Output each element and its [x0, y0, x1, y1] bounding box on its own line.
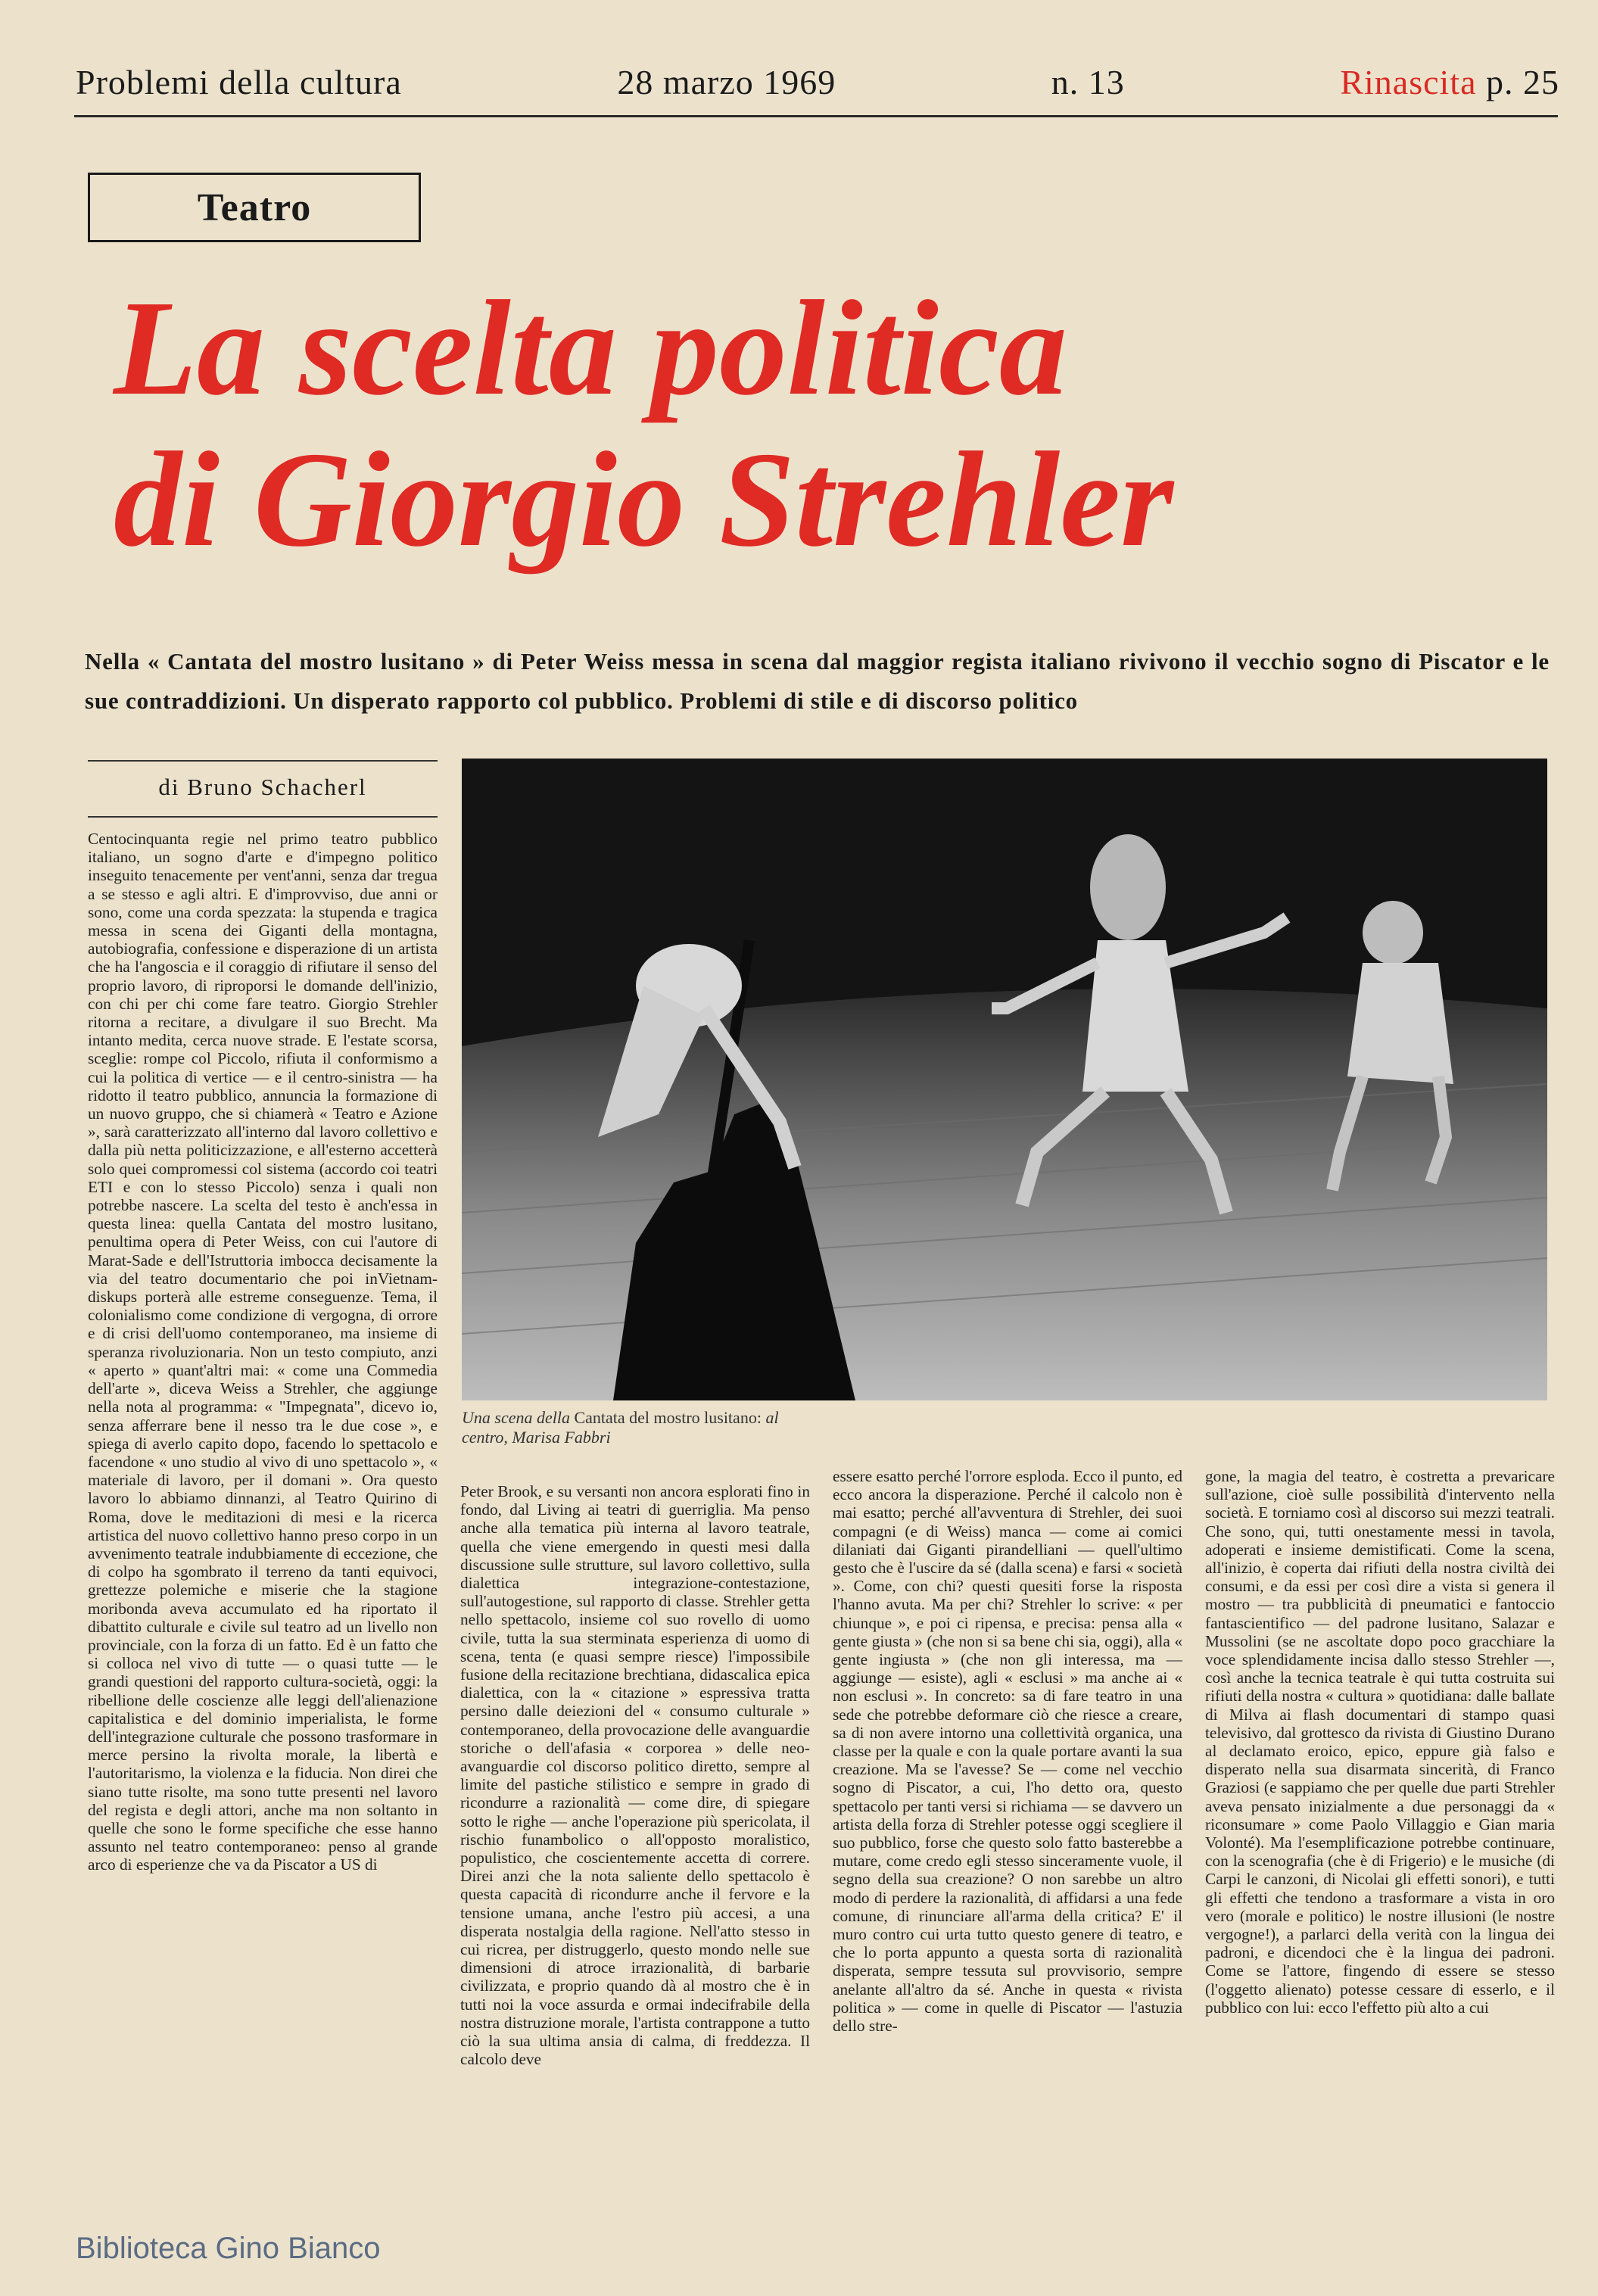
article-column-1: Centocinquanta regie nel primo teatro pubblico italiano, un sogno d'arte e d'impegno politico inseguito tenacemente per vent'anni, senza dar tregua a se stesso e agli altri. E d'improvviso, due anni or sono, come una corda spezzata: la stupenda e tragica messa in scena dei Giganti della montagna, autobiografia, confessione e disperazione di un artista che ha l'angoscia e il coraggio di rifiutare il senso del proprio lavoro, di riproporsi le domande dell'inizio, con chi per chi come fare teatro. Giorgio Strehler ritorna a recitare, a divulgare il suo Brecht. Ma intanto medita, cerca nuove strade. E l'estate scorsa, sceglie: rompe col Piccolo, rifiuta il conformismo a cui la politica di vertice — e il centro-sinistra — ha ridotto il teatro pubblico, annuncia la formazione di un nuovo gruppo, che si chiamerà « Teatro e Azione », sarà caratterizzato all'interno dal lavoro collettivo e dalla più netta politicizzazione, e all'esterno accetterà solo quei compromessi col sistema (accordo coi teatri ETI e con lo stesso Piccolo) senza i quali non potrebbe nascere. La scelta del testo è anch'essa in questa linea: quella Cantata del mostro lusitano, penultima opera di Peter Weiss, con cui l'autore di Marat-Sade e dell'Istruttoria imbocca decisamente la via del teatro documentario che poi inVietnam-diskups porterà alle estreme conseguenze. Tema, il colonialismo come condizione di vergogna, di orrore e di crisi dell'uomo contemporaneo, ma insieme di speranza rivoluzionaria. Non un testo compiuto, anzi « aperto » quant'altri mai: « come una Commedia dell'arte », diceva Weiss a Strehler, che aggiunge nella nota al programma: « "Impegnata", dicevo io, senza afferrare bene il nesso tra le due cose », e spiega di averlo capito dopo, facendo lo spettacolo e facendone « uno studio al vivo di uno spettacolo », « materiale di lavoro, per il domani ». Ora questo lavoro lo abbiamo dinnanzi, al Teatro Quirino di Roma, dove le meditazioni di mesi e la ricerca artistica del nuovo collettivo hanno preso corpo in un avvenimento teatrale indubbiamente di eccezione, che di colpo ha sgombrato il terreno da tanti equivoci, grettezze polemiche e miserie che la stagione moribonda aveva accumulato ed ha riportato il dibattito culturale e civile sul teatro ad un livello non provinciale, con la forza di un fatto. Ed è un fatto che si colloca nel vivo di tutte — o quasi tutte — le grandi questioni del rapporto cultura-società, oggi: la ribellione delle coscienze alle leggi dell'alienazione capitalistica e del dominio imperialista, le forme dell'integrazione culturale che possono trasformare in merce persino la rivolta morale, la libertà e l'autoritarismo, la violenza e la fiducia. Non direi che siano tutte risolte, ma sono tutte presenti nel lavoro del regista e degli attori, anche ma non soltanto in quelle che sono le forme specifiche che esse hanno assunto nel teatro contemporaneo: penso al grande arco di esperienze che va da Piscator a US di — [88, 830, 438, 1874]
library-watermark: Biblioteca Gino Bianco — [76, 2232, 381, 2265]
photo-caption-italic-2: al centro, Marisa Fabbri — [462, 1408, 779, 1447]
header-divider — [74, 115, 1558, 117]
headline-line-2: di Giorgio Strehler — [114, 424, 1174, 575]
header-magazine-name: Rinascita — [1340, 63, 1477, 101]
header-date: 28 marzo 1969 — [617, 63, 836, 101]
article-column-3: essere esatto perché l'orrore esploda. Ecco il punto, ed ecco ancora la disperazione. Perché il calcolo non è mai esatto; perché all'avventura di Strehler, dei suoi compagni (e di Weiss) manca — come ai comici dilaniati dai Giganti pirandelliani — quell'ultimo gesto che è l'uscire da sé (dalla scena) e farsi « società ». Come, con chi? questi quesiti forse la risposta l'hanno avuta. Ma per chi? Strehler lo scrive: « per chiunque », e poi ci ripensa, e precisa: pensa alla « gente giusta » (che non si sa bene chi sia, oggi), alla « gente ingiusta » (che non gli interessa, ma — aggiunge — esiste), agli « esclusi » ma anche ai « non esclusi ». In concreto: sa di fare teatro in una sede che potrebbe deformare ciò che riesce a creare, sa di non avere intorno una collettività organica, una classe per la quale e con la quale portare avanti la sua creazione. Ma se l'avesse? Se — come nel vecchio sogno di Piscator, a cui, l'ho detto ora, questo spettacolo per tanti versi si richiama — se davvero un artista della forza di Strehler potesse oggi scegliere il suo pubblico, forse che questo solo fatto basterebbe a mutare, come credo egli stesso sinceramente vuole, il segno della sua creazione? O non sarebbe un altro modo di perdere la razionalità, di affidarsi a una fede comune, di rinunciare all'arma della critica? E' il muro contro cui urta tutto questo genere di teatro, e che lo porta appunto a questa sorta di razionalità disperata, sempre tessuta sul provvisorio, sempre anelante all'altro da sé. Anche in questa « rivista politica » — come in quelle di Piscator — l'astuzia dello stre- — [833, 1467, 1182, 2036]
byline-divider-bottom — [88, 816, 438, 818]
article-column-4: gone, la magia del teatro, è costretta a prevaricare sull'azione, cioè sulle possibilità d'intervento nella società. E torniamo così al discorso sui mezzi teatrali. Che sono, qui, tutti onestamente messi in tavola, adoperati e insieme demistificati. Come la scena, all'inizio, è coperta dai rifiuti della nostra civiltà dei consumi, e da essi per così dire a vista si genera il mostro — tra pubblicità di pneumatici e fantoccio fantascientifico — del padrone lusitano, Salazar e Mussolini (se ne ascoltate dopo poco gracchiare la voce splendidamente incisa dallo stesso Strehler —, così anche la tecnica teatrale è qui tutta costruita sui rifiuti della nostra « cultura » quotidiana: dalle ballate di Milva ai flash documentari di stampo quasi televisivo, dal grottesco da rivista di Giustino Durano al declamato eroico, epico, eppure già falso e disperato nella sua disarmata sincerità, di Franco Graziosi (e sappiamo che per quelle due parti Strehler aveva pensato inizialmente a due personaggi da « riconsumare » come Paolo Villaggio e Gian maria Volonté). Ma l'esemplificazione potrebbe continuare, con la scenografia (che è di Frigerio) e le musiche (di Carpi le canzoni, di Nicolai gli effetti sonori), e tutti gli effetti che tendono a trasformare a vista in oro vero (morale e politico) le nostre illusioni (le nostre vergogne!), a parlarci della verità con la lingua dei padroni, e dicendoci che è la lingua dei padroni. Come se l'attore, fingendo di essere se stesso (l'oggetto alienato) potesse cessare di esserlo, e il pubblico con lui: ecco l'effetto più alto a cui — [1205, 1467, 1555, 2017]
header-issue: n. 13 — [1051, 63, 1125, 101]
header-section-name: Problemi della cultura — [76, 63, 402, 101]
article-deck: Nella « Cantata del mostro lusitano » di Peter Weiss messa in scena dal maggior regista italiano rivivono il vecchio sogno di Piscator e le sue contraddizioni. Un disperato rapporto col pubblico. Problemi di stile e di discorso politico — [85, 648, 1550, 714]
photo-caption-italic-1: Una scena della — [462, 1408, 570, 1427]
article-byline: di Bruno Schacherl — [158, 774, 367, 800]
article-column-2: Peter Brook, e su versanti non ancora esplorati fino in fondo, dal Living ai teatri di guerriglia. Ma penso anche alla tematica più interna al lavoro teatrale, quella che viene emergendo in questi mesi dalla discussione sulle strutture, sul lavoro collettivo, sulla dialettica integrazione-contestazione, sull'autogestione, sul rapporto di classe. Strehler getta nello spettacolo, insieme col suo rovello di uomo civile, tutta la sua sterminata esperienza di uomo di scena, tenta (e quasi sempre riesce) l'impossibile fusione della recitazione brechtiana, didascalica epica dialettica, con la « citazione » espressiva tratta persino dalle deiezioni del « consumo culturale » contemporaneo, della provocazione delle avanguardie storiche o dell'afasia « corporea » delle neo-avanguardie col discorso politico diretto, sempre al limite del pastiche stilistico e sempre in grado di ricondurre a razionalità — come dire, di spiegare sotto le righe — anche l'operazione più spericolata, il rischio funambolico o all'opposto moralistico, populistico, che coscientemente accetta di correre. Direi anzi che la nota saliente dello spettacolo è questa capacità di ricondurre anche il fervore e la tensione umana, anche l'estro più accesi, a una disperata nostalgia della ragione. Nell'atto stesso in cui ricrea, per distruggerlo, questo mondo nelle sue dimensioni di atroce irrazionalità, di barbarie civilizzata, e proprio quando dà al mostro che è in tutti noi la voce assurda e ormai indecifrabile della nostra distruzione morale, l'artista contrappone a tutto ciò la sua ultima ansia di calma, di freddezza. Il calcolo deve — [460, 1482, 810, 2069]
article-headline — [114, 273, 1552, 575]
byline-divider-top — [88, 760, 438, 762]
page-header — [76, 62, 1559, 102]
headline-line-1: La scelta politica — [114, 273, 1067, 423]
stage-photo-illustration — [462, 759, 1547, 1400]
section-label-box — [88, 173, 421, 242]
photo-caption — [462, 1408, 818, 1447]
photo-caption-roman: Cantata del mostro lusitano: — [569, 1408, 766, 1427]
stage-photo — [462, 759, 1547, 1400]
section-label: Teatro — [197, 185, 312, 229]
header-page-number: p. 25 — [1486, 63, 1559, 101]
